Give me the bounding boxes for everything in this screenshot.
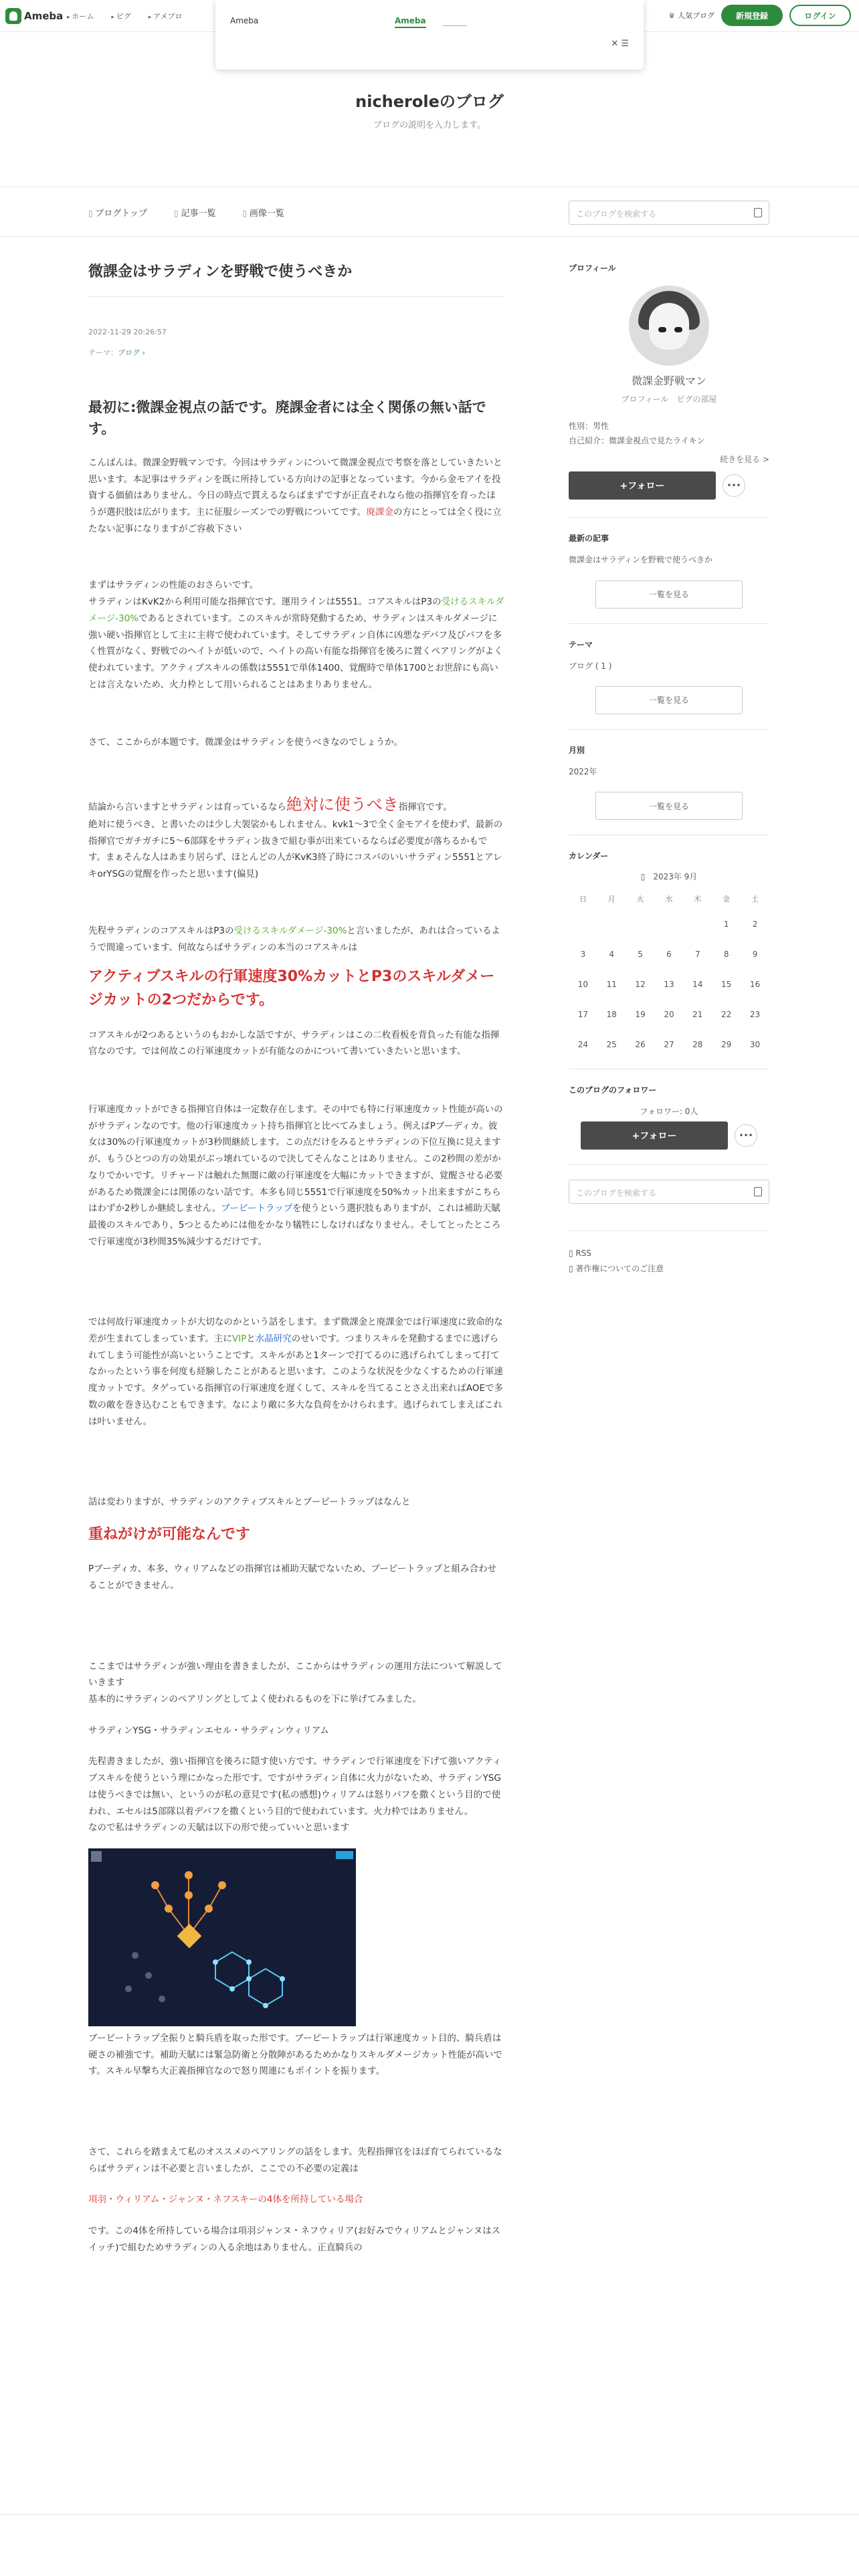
- popular-blog-link[interactable]: [668, 10, 714, 21]
- search-icon[interactable]: [754, 1187, 762, 1196]
- text: 結論から言いますとサラディンは育っているなら: [88, 802, 286, 813]
- paragraph: [88, 1314, 504, 1430]
- calendar-day: 17: [577, 1009, 589, 1019]
- text: 指揮官です。 絶対に使うべき、と書いたのは少し大袈裟かもしれません。kvk1〜3で全く金モアイを使わず、最新の指揮官でガチガチに5〜6部隊をサラディン抜きで組む事が出来ているならば必要度が落ちるかもです。まぁそんな人はあまり居らず、ほとんどの人がKvK3終了時にコスパのいいサラディン5551とアレキorYSGの覚醒を作ったと思います(偏見): [88, 802, 503, 880]
- rss-label: RSS: [575, 1248, 591, 1258]
- text: 行軍速度カットができる指揮官自体は一定数存在します。その中でも特に行軍速度カット性能が高いのがサラディンなのです。他の行軍速度カット持ち指揮官と比べてみましょう。例えばPブーディカ。彼女は30%の行軍速度カットが3秒間継続します。この点だけをみるとサラディンの下位互換に見えますが、もうひとつの方の効果がぶっ壊れているので決してそんなことはありません。この2秒間の差がかなりでかいです。リチャードは触れた無闇に敵の行軍速度を大幅にカットできますが、覚醒させる必要があるため微課金には関係のない話です。本多も同じ5551で行軍速度を50%カット出来ますがこちらはわずか2秒しか継続しません。: [88, 1104, 503, 1214]
- weekday: 日: [579, 895, 587, 904]
- footer-divider: [0, 2514, 859, 2515]
- paragraph: 話は変わりますが、サラディンのアクティブスキルとブーピートラップはなんと: [88, 1497, 411, 1508]
- calendar-day: 7: [694, 949, 700, 959]
- highlight-red: 廃課金: [366, 507, 393, 518]
- calendar-day: 9: [752, 949, 758, 959]
- profile-gender: 性別：男性: [569, 421, 609, 431]
- highlight-big-red: 絶対に使うべき: [286, 795, 399, 815]
- text: の方にとっては全く役に立たない記事になりますがご容赦下さい: [88, 507, 502, 534]
- text: であるとされています。このスキルが常時発動するため、サラディンはスキルダメージに強い硬い指揮官として主に主将で使われています。そしてサラディン自体に凶悪なデバフ及びバフを多く性質がなく、野戦でのヘイトが低いので、ヘイトの高い有能な指揮官を後ろに置くペアリングがよく使われています。アクティブスキルの係数は5551で単体1400、覚醒時で単体1700とお世辞にも高いとは言えないため、火力枠として用いられることはあまりありません。: [88, 613, 503, 690]
- profile-intro: 自己紹介：微課金視点で見たライキン: [569, 435, 705, 445]
- follow-row: [569, 471, 769, 500]
- popup-tab-underline: [443, 25, 467, 26]
- profile-info: [569, 419, 769, 448]
- paragraph: さて、ここからが本題です。微課金はサラディンを使うべきなのでしょうか。: [88, 737, 403, 748]
- copyright-label: 著作権についてのご注意: [575, 1263, 664, 1273]
- month-list-button[interactable]: 一覧を見る: [595, 792, 743, 820]
- theme-chevron-icon: ›: [140, 348, 145, 357]
- blog-search-placeholder: このブログを検索する: [576, 209, 657, 219]
- divider: [569, 1230, 769, 1231]
- calendar-day: [683, 909, 712, 939]
- calendar-day: 30: [749, 1039, 761, 1049]
- calendar-day: 23: [749, 1009, 761, 1019]
- avatar-eye: [674, 327, 682, 332]
- follow-button[interactable]: +フォロー: [569, 471, 716, 500]
- calendar-day: 5: [638, 949, 643, 959]
- recent-list-button[interactable]: 一覧を見る: [595, 580, 743, 609]
- profile-links: [569, 393, 769, 405]
- more-options-icon[interactable]: •••: [723, 474, 745, 497]
- highlight-red-line: 項羽・ウィリアム・ジャンヌ・ネフスキーの4体を所持している場合: [88, 2194, 363, 2206]
- talent-tree-graphic: [88, 1848, 356, 2026]
- nav-image-list[interactable]: ▯ 画像一覧: [242, 206, 284, 219]
- paragraph: さて、これらを踏まえて私のオススメのペアリングの話をします。先程指揮官をほぼ育てられているならばサラディンは不必要と言いましたが、ここでの不必要の定義は: [88, 2147, 502, 2174]
- paragraph: ブーピートラップ全振りと騎兵盾を取った形です。ブーピートラップは行軍速度カット目的、騎兵盾は硬さの補強です。補助天賦には緊急防衛と分散陣があるためかなりスキルダメージカット性能が高いです。スキル早撃ち大正義指揮官なので怒り関連にもポイントを振ります。: [88, 2032, 502, 2077]
- popup-ameba-label[interactable]: Ameba: [230, 16, 259, 25]
- weekday: 火: [636, 895, 644, 904]
- article-theme: [88, 347, 504, 358]
- avatar-eye: [658, 327, 666, 332]
- copyright-link[interactable]: [569, 1261, 769, 1277]
- text: と: [246, 1333, 256, 1345]
- weekday: 金: [723, 895, 731, 904]
- rss-link[interactable]: [569, 1246, 769, 1261]
- ameba-logo[interactable]: [5, 5, 63, 27]
- blog-title[interactable]: nicheroleのブログ: [355, 92, 504, 111]
- blog-search-input[interactable]: [569, 201, 769, 225]
- divider: [569, 1164, 769, 1165]
- paragraph: です。この4体を所持している場合は項羽ジャンヌ・ネフウィリア(お好みでウィリアムとジャンヌはスイッチ)で組むためサラディンの入る余地はありません。正直騎兵の: [88, 2226, 501, 2253]
- calendar-day: 6: [666, 949, 672, 959]
- top-nav: [67, 11, 183, 21]
- paragraph: 先程書きましたが、強い指揮官を後ろに隠す使い方です。サラディンで行軍速度を下げて強いアクティブスキルを使うという理にかなった形です。ですがサラディン自体に火力がないため、サラディンYSGは使うべきでは無い、というのが私の意見です(私の感想)ウィリアムは怒りバフを撒くという目的で使われ、エセルは5部隊以着デバフを撒くという目的で使われています。火力枠ではありません。 なので私はサラディンの天賦は以下の形で使っていいと思います: [88, 1756, 502, 1834]
- ameba-logo-text: Ameba: [24, 10, 64, 22]
- article-lead: 最初に:微課金視点の話です。廃課金者には全く関係の無い話です。: [88, 399, 486, 437]
- paragraph: コアスキルが2つあるというのもおかしな話ですが、サラディンはこの二枚看板を背負った有能な指揮官なのです。では何故この行軍速度カットが有能なのかについて書いていきたいと思います。: [88, 1029, 500, 1057]
- month-item-link[interactable]: 2022年: [569, 766, 597, 776]
- calendar-day: 14: [692, 979, 703, 989]
- calendar-day: 16: [749, 979, 761, 989]
- recent-heading: 最新の記事: [569, 534, 609, 544]
- paragraph: [88, 792, 504, 883]
- paragraph: [88, 577, 504, 693]
- divider: [569, 517, 769, 518]
- calendar-day: 21: [692, 1009, 703, 1019]
- text: のせいです。つまりスキルを発動するまでに逃げられてしまう可能性が高いということです。スキルがあと1ターンで打てるのに逃げられてしまって打てなかったという事を何度も経験したことがあると思います。このような状況を少なくするための行軍速度カットです。タゲっている指揮官の行軍速度を遅くして、スキルを当てることさえ出来ればAOEで多数の敵を巻き込むこともできます。なにより敵に多大な負荷をかけられます。逃げられてしまえばこれは叶いません。: [88, 1333, 503, 1427]
- talent-tree-image[interactable]: [88, 1848, 356, 2026]
- top-nav-pigg[interactable]: ▸ ピグ: [111, 11, 130, 21]
- calendar-heading: カレンダー: [569, 851, 609, 861]
- follow-row-2: [569, 1121, 769, 1150]
- divider: [569, 729, 769, 730]
- weekday: 土: [751, 895, 759, 904]
- top-nav-ameblo[interactable]: ▸ アメブロ: [149, 11, 183, 21]
- calendar-day: 28: [692, 1039, 703, 1049]
- paragraph: [88, 455, 504, 538]
- blog-description: ブログの説明を入力します。: [373, 120, 486, 130]
- theme-link[interactable]: ブログ: [118, 348, 140, 357]
- popular-blog-label: 人気ブログ: [678, 11, 714, 20]
- calendar-day: 15: [721, 979, 732, 989]
- more-options-icon-2[interactable]: •••: [735, 1124, 757, 1147]
- theme-item-link[interactable]: ブログ ( 1 ): [569, 661, 612, 671]
- popup-ameba-tab-active[interactable]: Ameba: [395, 16, 426, 28]
- calendar-day: 24: [577, 1039, 589, 1049]
- calendar-day: 26: [635, 1039, 646, 1049]
- profile-name[interactable]: 微課金野戦マン: [631, 374, 706, 387]
- popup-close-menu-icons[interactable]: ✕ ☰: [611, 39, 629, 49]
- copyright-icon: ▯: [569, 1263, 576, 1273]
- login-button[interactable]: ログイン: [789, 5, 851, 26]
- pig-room-link[interactable]: ピグの部屋: [676, 395, 717, 404]
- weekday: 水: [665, 895, 673, 904]
- calendar-day: 29: [721, 1039, 732, 1049]
- calendar-day: 27: [664, 1039, 674, 1049]
- nav-blog-top[interactable]: ▯ ブログトップ: [88, 206, 147, 219]
- calendar-table: [569, 889, 769, 1059]
- calendar-day: 18: [606, 1009, 617, 1019]
- calendar-day: 3: [580, 949, 586, 959]
- calendar-day: 25: [606, 1039, 617, 1049]
- article: [88, 262, 504, 2256]
- calendar-day: 12: [635, 979, 646, 989]
- weekday: 月: [607, 895, 615, 904]
- text: まずはサラディンの性能のおさらいです。 サラディンはKvK2から利用可能な指揮官です。運用ラインは5551。コアスキルはP3の: [88, 580, 442, 608]
- calendar-day: 1: [723, 919, 729, 929]
- paragraph: ここまではサラディンが強い理由を書きましたが、ここからはサラディンの運用方法について解説していきます 基本的にサラディンのペアリングとしてよく使われるものを下に挙げてみました。: [88, 1660, 502, 1705]
- calendar-month: [569, 871, 769, 882]
- text: では何故行軍速度カットが大切なのかという話をします。まず微課金と廃課金では行軍速度に致命的な差が生まれてしまっています。主に: [88, 1317, 503, 1345]
- calendar-day: 19: [635, 1009, 646, 1019]
- calendar-day: 20: [664, 1009, 674, 1019]
- profile-more-link[interactable]: 続きを見る >: [720, 455, 769, 465]
- article-title[interactable]: 微課金はサラディンを野戦で使うべきか: [88, 262, 504, 297]
- top-right-actions: [668, 5, 851, 26]
- calendar-day: 13: [664, 979, 674, 989]
- calendar-day: 8: [723, 949, 729, 959]
- text: こんばんは。微課金野戦マンです。今回はサラディンについて微課金視点で考察を落としていきたいと思います。本記事はサラディンを既に所持している方向けの記事となっています。今から金モアイを投資する価値はありません。今日の時点で貫えるならばまずですが正直それなら他の指揮官を育ったほうが選択肢は広がります。主に征服シーズンでの野戦についてです。: [88, 457, 502, 518]
- blog-nav: [0, 187, 859, 237]
- calendar-month-label: 2023年 9月: [653, 872, 698, 882]
- highlight-green: VIP: [231, 1333, 247, 1345]
- red-heading: アクティブスキルの行軍速度30%カットとP3のスキルダメージカットの2つだからです。: [88, 968, 495, 1009]
- theme-list-button[interactable]: 一覧を見る: [595, 686, 743, 714]
- red-heading: 重ねがけが可能なんです: [88, 1525, 251, 1543]
- paragraph: [88, 1101, 504, 1250]
- text: と言いましたが、あれは合っているようで間違っています。何故ならばサラディンの本当のコアスキルは: [88, 925, 500, 953]
- top-nav-home[interactable]: ▸ ホーム: [67, 11, 94, 21]
- highlight-green: 受けるスキルダメージ-30%: [88, 597, 504, 624]
- sidebar-search-placeholder: このブログを検索する: [576, 1188, 657, 1198]
- calendar-day: 11: [606, 979, 617, 989]
- nav-article-list[interactable]: ▯ 記事一覧: [174, 206, 215, 219]
- calendar-day: [626, 909, 655, 939]
- paragraph: Pブーディカ、本多、ウィリアムなどの指揮官は補助天賦でないため、ブーピートラップと組み合わせることができません。: [88, 1564, 497, 1591]
- article-date: 2022-11-29 20:26:57: [88, 327, 167, 336]
- calendar-day: [597, 909, 626, 939]
- ameba-logo-icon: [5, 8, 21, 24]
- prev-month-icon[interactable]: ▯: [640, 872, 646, 882]
- calendar-day: 10: [577, 979, 589, 989]
- crown-icon: ♛: [668, 11, 675, 20]
- calendar-day: 2: [752, 919, 758, 929]
- text: を使うという選択肢もありますが、これは補助天賦最後のスキルであり、5つとるためには他をかなり犠牲にしなければなりません。そしてとったところで行軍速度が3秒間35%減少するだけです。: [88, 1203, 501, 1247]
- profile-link[interactable]: プロフィール: [621, 395, 669, 404]
- search-icon[interactable]: [754, 208, 762, 217]
- rss-icon: ▯: [569, 1248, 576, 1258]
- calendar-day: [655, 909, 684, 939]
- blog-header: [0, 32, 859, 187]
- recent-article-link[interactable]: 微課金はサラディンを野戦で使うべきか: [569, 555, 713, 565]
- register-button[interactable]: 新規登録: [721, 5, 783, 26]
- highlight-green: 受けるスキルダメージ-30%: [233, 925, 347, 936]
- sidebar: [569, 262, 769, 1276]
- divider: [569, 623, 769, 624]
- sidebar-search-input[interactable]: [569, 1180, 769, 1204]
- profile-heading: プロフィール: [569, 263, 616, 273]
- paragraph: サラディンYSG・サラディンエセル・サラディンウィリアム: [88, 1725, 329, 1736]
- theme-heading: テーマ: [569, 639, 593, 649]
- paragraph: [88, 923, 504, 956]
- text: 先程サラディンのコアスキルはP3の: [88, 925, 234, 936]
- calendar-day: 22: [721, 1009, 732, 1019]
- avatar-face: [649, 303, 689, 350]
- followers-count: フォロワー: 0人: [640, 1107, 698, 1117]
- follow-button-2[interactable]: +フォロー: [581, 1121, 728, 1150]
- highlight-blue: ブーピートラップ: [221, 1203, 293, 1214]
- avatar[interactable]: [629, 286, 709, 366]
- calendar-day: 4: [609, 949, 615, 959]
- theme-label: テーマ：: [88, 348, 118, 357]
- sidebar-footer-links: [569, 1246, 769, 1277]
- followers-heading: このブログのフォロワー: [569, 1085, 657, 1095]
- weekday: 木: [694, 895, 702, 904]
- month-heading: 月別: [569, 745, 585, 755]
- calendar-day: [569, 909, 597, 939]
- highlight-blue: 水晶研究: [255, 1333, 292, 1345]
